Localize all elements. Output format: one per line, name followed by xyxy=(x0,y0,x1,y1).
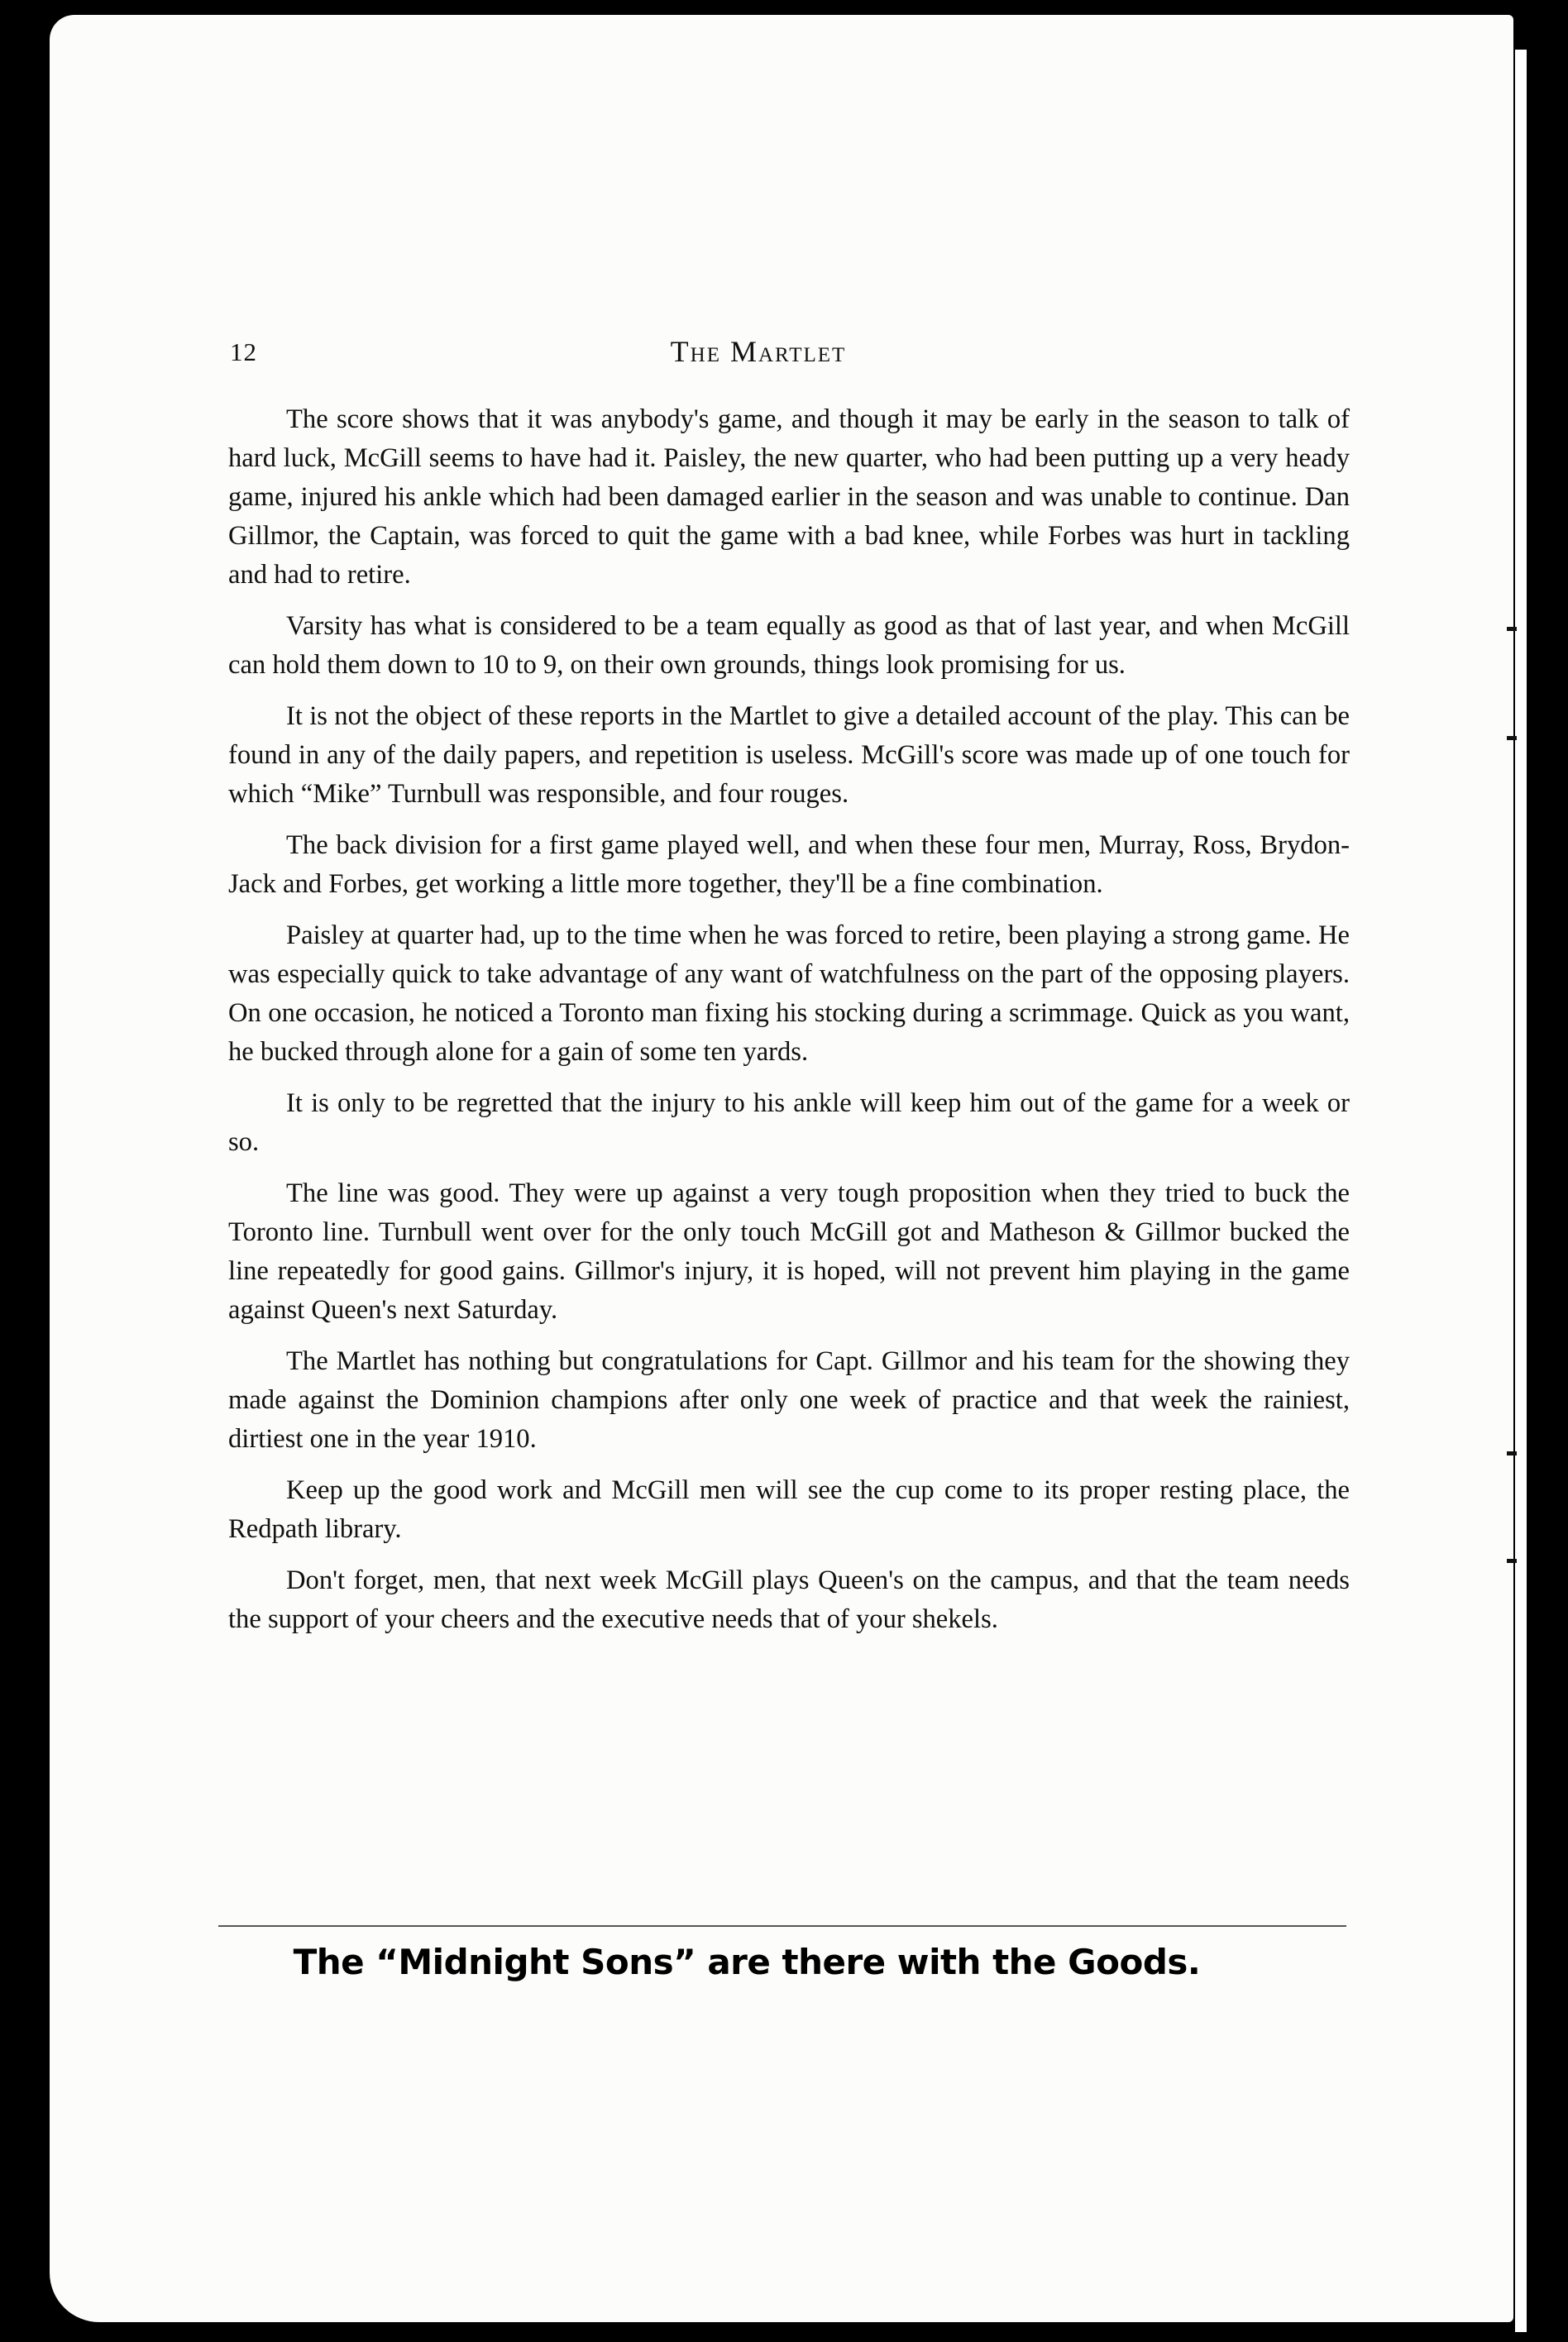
paragraph: Paisley at quarter had, up to the time when he was forced to retire, been playing a strong game. He was especially quick to take advantage of any want of watchfulness on the part of the opposing players. On one occasion, he noticed a Toronto man fixing his stocking during a scrimmage. Quick as you want, he bucked through alone for a gain of some ten yards. xyxy=(228,920,1350,1067)
paragraph: Keep up the good work and McGill men will see the cup come to its proper resting place, the Redpath library. xyxy=(228,1475,1350,1544)
margin-mark xyxy=(1507,736,1517,740)
paragraph: It is only to be regretted that the injury to his ankle will keep him out of the game for a week or so. xyxy=(228,1088,1350,1157)
margin-mark xyxy=(1507,627,1517,631)
paragraph: The score shows that it was anybody's game, and though it may be early in the season to talk of hard luck, McGill seems to have had it. Paisley, the new quarter, who had been putting up a very heady game, injured his ankle which had been damaged earlier in the season and was unable to continue. Dan Gillmor, the Captain, was forced to quit the game with a bad knee, while Forbes was hurt in tackling and had to retire. xyxy=(228,404,1350,590)
document-page xyxy=(50,15,1513,2322)
paragraph: It is not the object of these reports in the Martlet to give a detailed account of the play. This can be found in any of the daily papers, and repetition is useless. McGill's score was made up of one touch for which “Mike” Turnbull was responsible, and four rouges. xyxy=(228,701,1350,809)
adjacent-page-edge xyxy=(1515,50,1527,2332)
paragraph: Varsity has what is considered to be a team equally as good as that of last year, and when McGill can hold them down to 10 to 9, on their own grounds, things look promising for us. xyxy=(228,611,1350,680)
paragraph: The line was good. They were up against a very tough proposition when they tried to buck the Toronto line. Turnbull went over for the only touch McGill got and Matheson & Gillmor bucked the line repeatedly for good gains. Gillmor's injury, it is hoped, will not prevent him playing in the game against Queen's next Saturday. xyxy=(228,1178,1350,1325)
article-body xyxy=(228,400,1350,1651)
advertisement-line: The “Midnight Sons” are there with the Goods. xyxy=(293,1942,1201,1982)
paragraph: The back division for a first game played well, and when these four men, Murray, Ross, Brydon-Jack and Forbes, get working a little more together, they'll be a fine combination. xyxy=(228,830,1350,899)
margin-mark xyxy=(1507,1559,1517,1563)
page-number: 12 xyxy=(230,337,257,366)
running-title: The Martlet xyxy=(670,335,847,368)
divider-rule xyxy=(218,1925,1346,1927)
page-header xyxy=(50,334,1513,375)
margin-mark xyxy=(1507,1451,1517,1455)
paragraph: Don't forget, men, that next week McGill plays Queen's on the campus, and that the team needs the support of your cheers and the executive needs that of your shekels. xyxy=(228,1565,1350,1634)
paragraph: The Martlet has nothing but congratulations for Capt. Gillmor and his team for the showing they made against the Dominion champions after only one week of practice and that week the rainiest, dirtiest one in the year 1910. xyxy=(228,1346,1350,1454)
